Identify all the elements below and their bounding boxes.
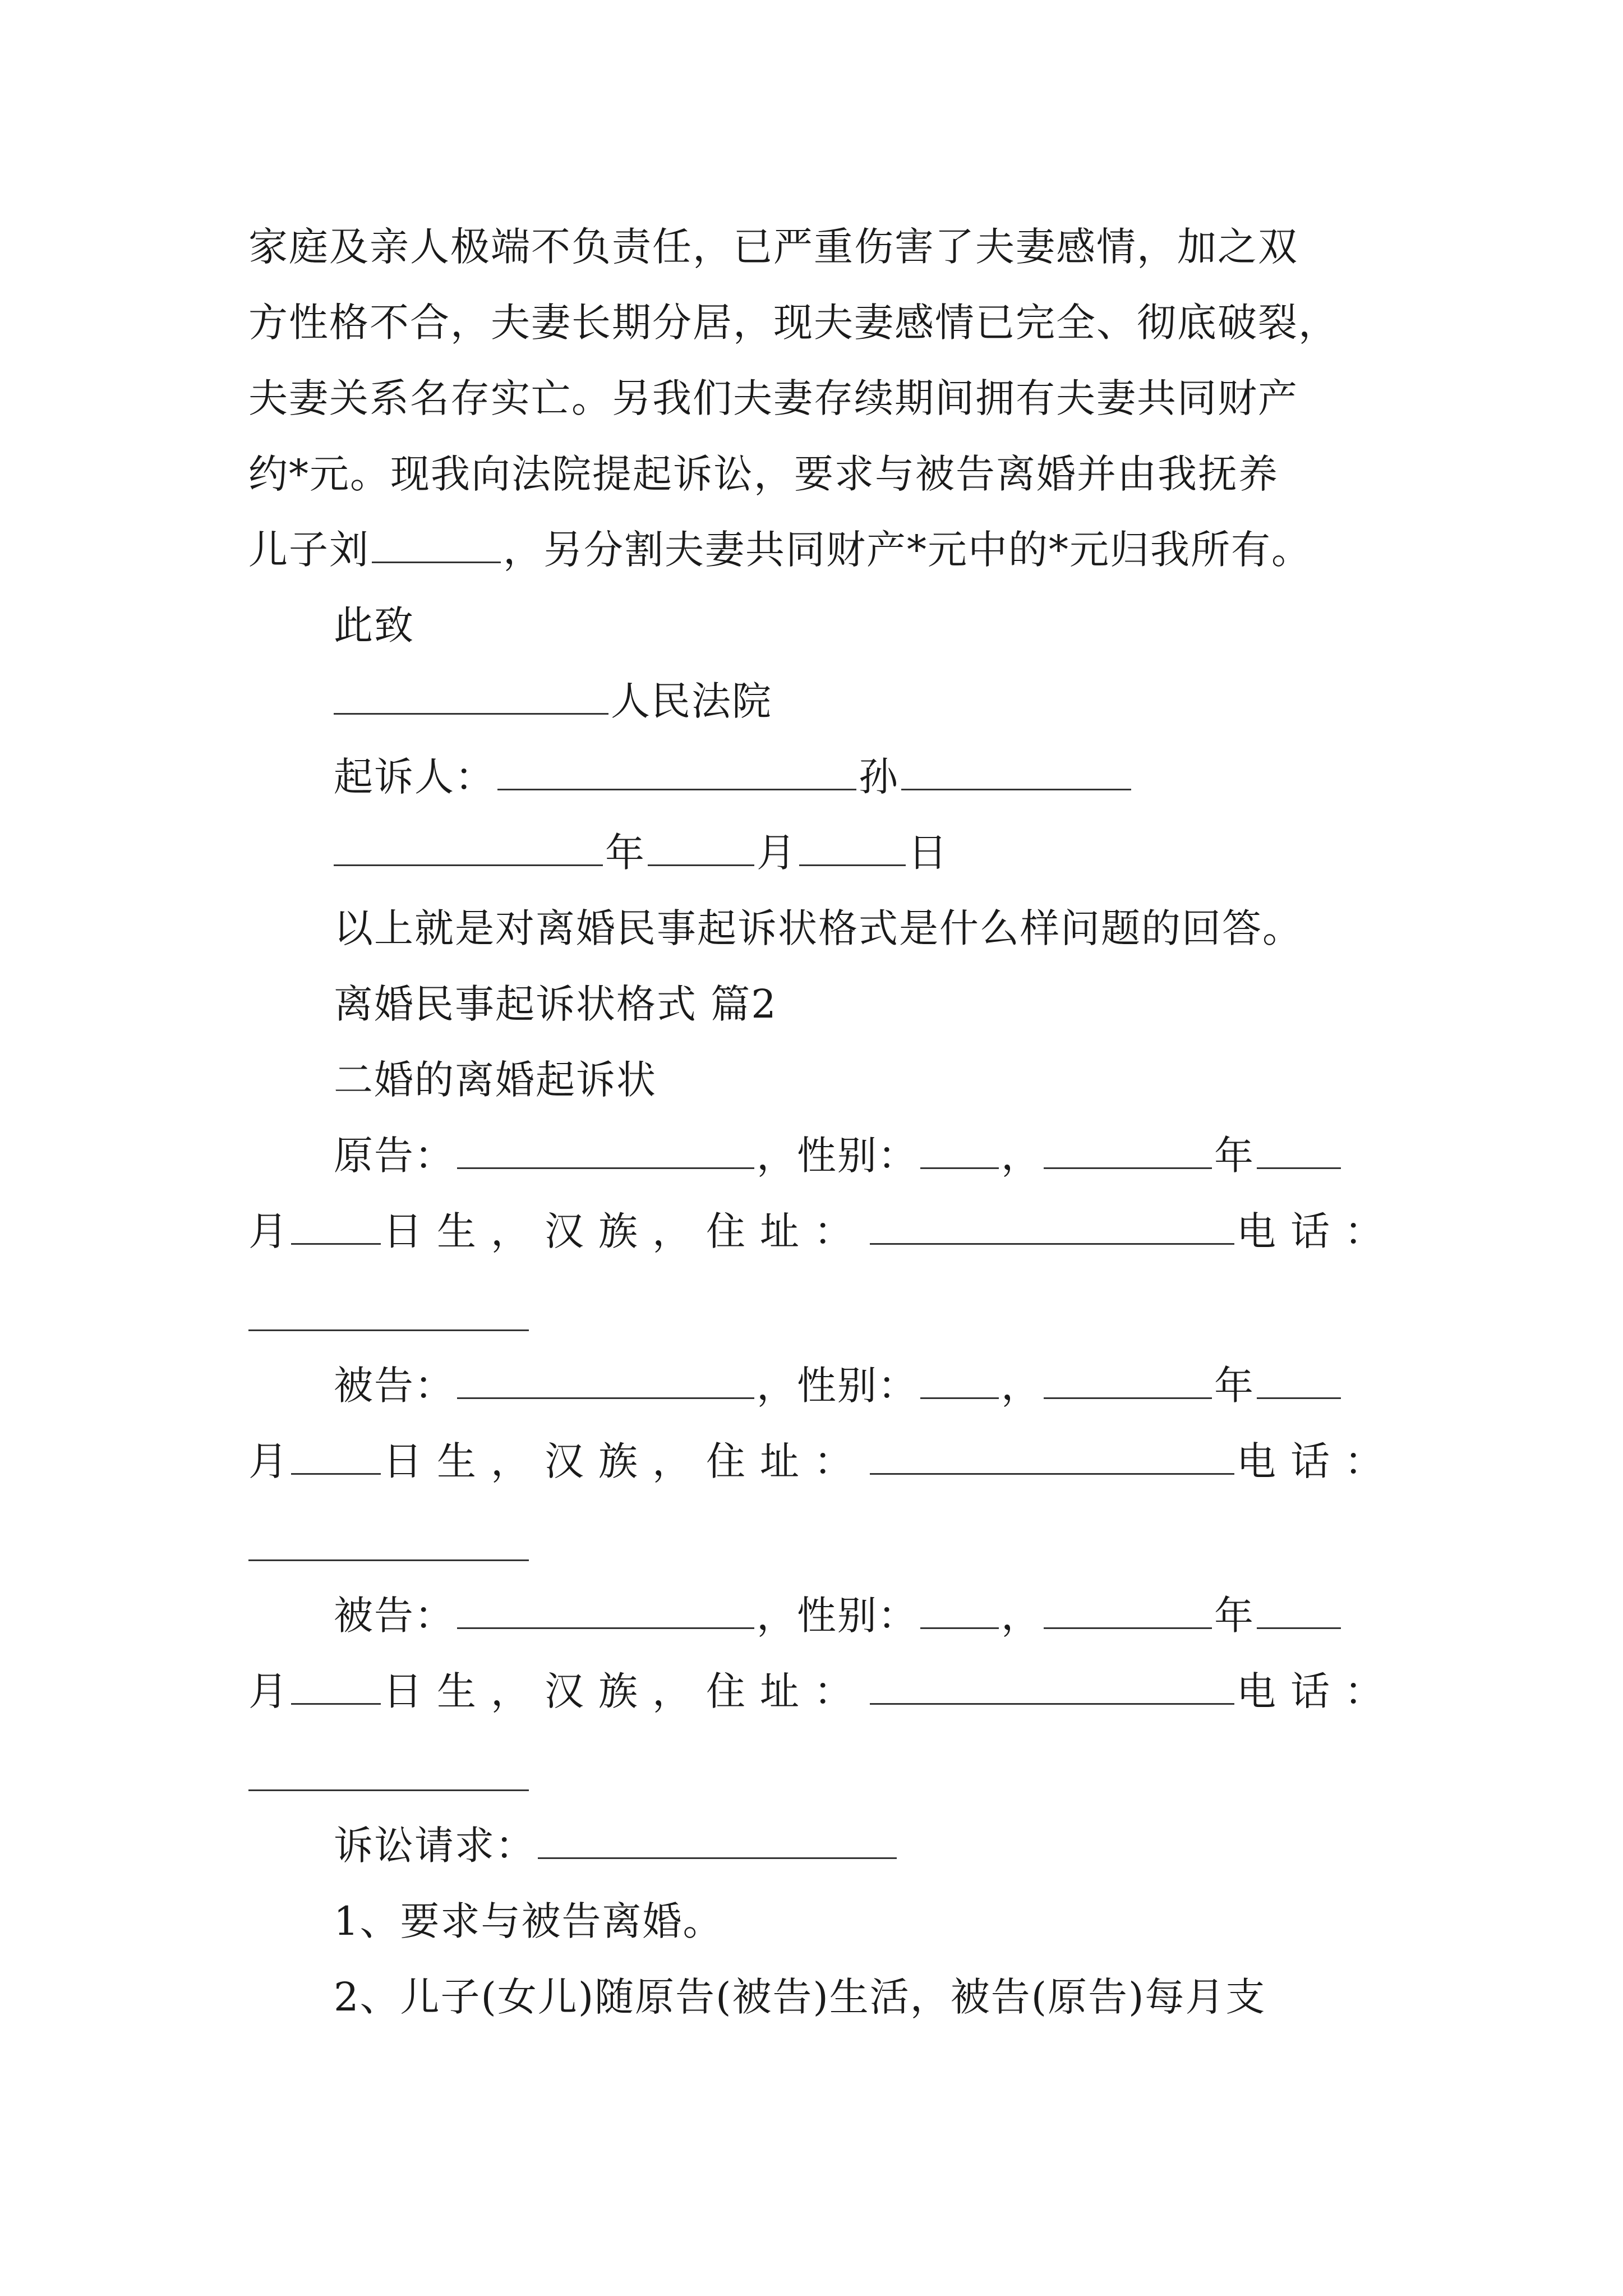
fill-blank	[870, 1664, 1234, 1705]
phone-blank	[248, 1789, 529, 1791]
body-text-line: 家庭及亲人极端不负责任，已严重伤害了夫妻感情，加之双	[248, 224, 1298, 270]
fill-blank	[1257, 1128, 1341, 1169]
body-text-line: 夫妻关系名存实亡。另我们夫妻存续期间拥有夫妻共同财产	[248, 375, 1298, 421]
year-label: 年	[1214, 1593, 1255, 1639]
phone-blank	[248, 1559, 529, 1561]
fill-blank	[1257, 1588, 1341, 1629]
document-title: 二婚的离婚起诉状	[334, 1057, 657, 1103]
fill-blank	[291, 1204, 381, 1245]
fill-blank	[648, 825, 754, 866]
plaintiff-signature-line	[334, 746, 1133, 808]
greeting: 此致	[334, 602, 414, 648]
comma: ，	[1001, 1133, 1041, 1179]
claims-label: 诉讼请求：	[334, 1823, 536, 1869]
day-label: 日	[908, 830, 948, 876]
party-line-2	[248, 1200, 1398, 1262]
party-role: 被告：	[334, 1593, 455, 1639]
claim-item-2: 2、儿子(女儿)随原告(被告)生活，被告(原告)每月支	[334, 1974, 1266, 2020]
party-line-1	[334, 1585, 1343, 1646]
fill-blank	[1044, 1358, 1212, 1399]
fill-blank	[901, 749, 1131, 790]
comma: ，	[1001, 1593, 1041, 1639]
birth-address-label: 日生，汉族，住址：	[383, 1438, 868, 1484]
claim-item-1: 1、要求与被告离婚。	[334, 1898, 723, 1944]
party-role: 被告：	[334, 1363, 455, 1409]
year-label: 年	[1214, 1363, 1255, 1409]
fill-blank	[372, 522, 501, 563]
body-text-line: 方性格不合，夫妻长期分居，现夫妻感情已完全、彻底破裂，	[248, 300, 1339, 346]
birth-address-label: 日生，汉族，住址：	[383, 1668, 868, 1714]
month-label: 月	[248, 1668, 289, 1714]
year-label: 年	[1214, 1133, 1255, 1179]
birth-address-label: 日生，汉族，住址：	[383, 1208, 868, 1254]
summary-text: 以上就是对离婚民事起诉状格式是什么样问题的回答。	[334, 905, 1303, 951]
month-label: 月	[248, 1208, 289, 1254]
fill-blank	[1044, 1128, 1212, 1169]
body-text-line: 约*元。现我向法院提起诉讼，要求与被告离婚并由我抚养	[248, 451, 1279, 497]
court-label: 人民法院	[611, 678, 772, 724]
party-line-1	[334, 1355, 1343, 1416]
fill-blank	[291, 1664, 381, 1705]
plaintiff-label: 起诉人：	[334, 754, 495, 800]
month-label: 月	[757, 830, 797, 876]
fill-blank	[291, 1434, 381, 1475]
claims-line	[334, 1815, 899, 1876]
plaintiff-surname: 孙	[859, 754, 899, 800]
fill-blank	[920, 1358, 999, 1399]
phone-label: 电话：	[1237, 1438, 1398, 1484]
gender-label: ，性别：	[757, 1133, 918, 1179]
party-line-2	[248, 1430, 1398, 1492]
fill-blank	[920, 1128, 999, 1169]
fill-blank	[1044, 1588, 1212, 1629]
comma: ，	[1001, 1363, 1041, 1409]
section-title: 离婚民事起诉状格式 篇2	[334, 981, 777, 1027]
fill-blank	[920, 1588, 999, 1629]
text-fragment: 儿子刘	[248, 527, 370, 573]
fill-blank	[457, 1128, 754, 1169]
court-line	[334, 670, 772, 732]
year-label: 年	[605, 830, 645, 876]
party-line-2	[248, 1660, 1398, 1722]
phone-blank	[248, 1329, 529, 1331]
fill-blank	[457, 1588, 754, 1629]
date-line	[334, 822, 948, 884]
gender-label: ，性别：	[757, 1363, 918, 1409]
party-line-1	[334, 1125, 1343, 1186]
fill-blank	[870, 1204, 1234, 1245]
phone-label: 电话：	[1237, 1208, 1398, 1254]
fill-blank	[334, 674, 608, 715]
text-fragment: ，另分割夫妻共同财产*元中的*元归我所有。	[503, 527, 1312, 573]
body-text-line	[248, 519, 1312, 581]
fill-blank	[457, 1358, 754, 1399]
fill-blank	[497, 749, 856, 790]
fill-blank	[1257, 1358, 1341, 1399]
fill-blank	[870, 1434, 1234, 1475]
fill-blank	[799, 825, 906, 866]
month-label: 月	[248, 1438, 289, 1484]
phone-label: 电话：	[1237, 1668, 1398, 1714]
fill-blank	[334, 825, 603, 866]
party-role: 原告：	[334, 1133, 455, 1179]
gender-label: ，性别：	[757, 1593, 918, 1639]
fill-blank	[538, 1818, 897, 1859]
